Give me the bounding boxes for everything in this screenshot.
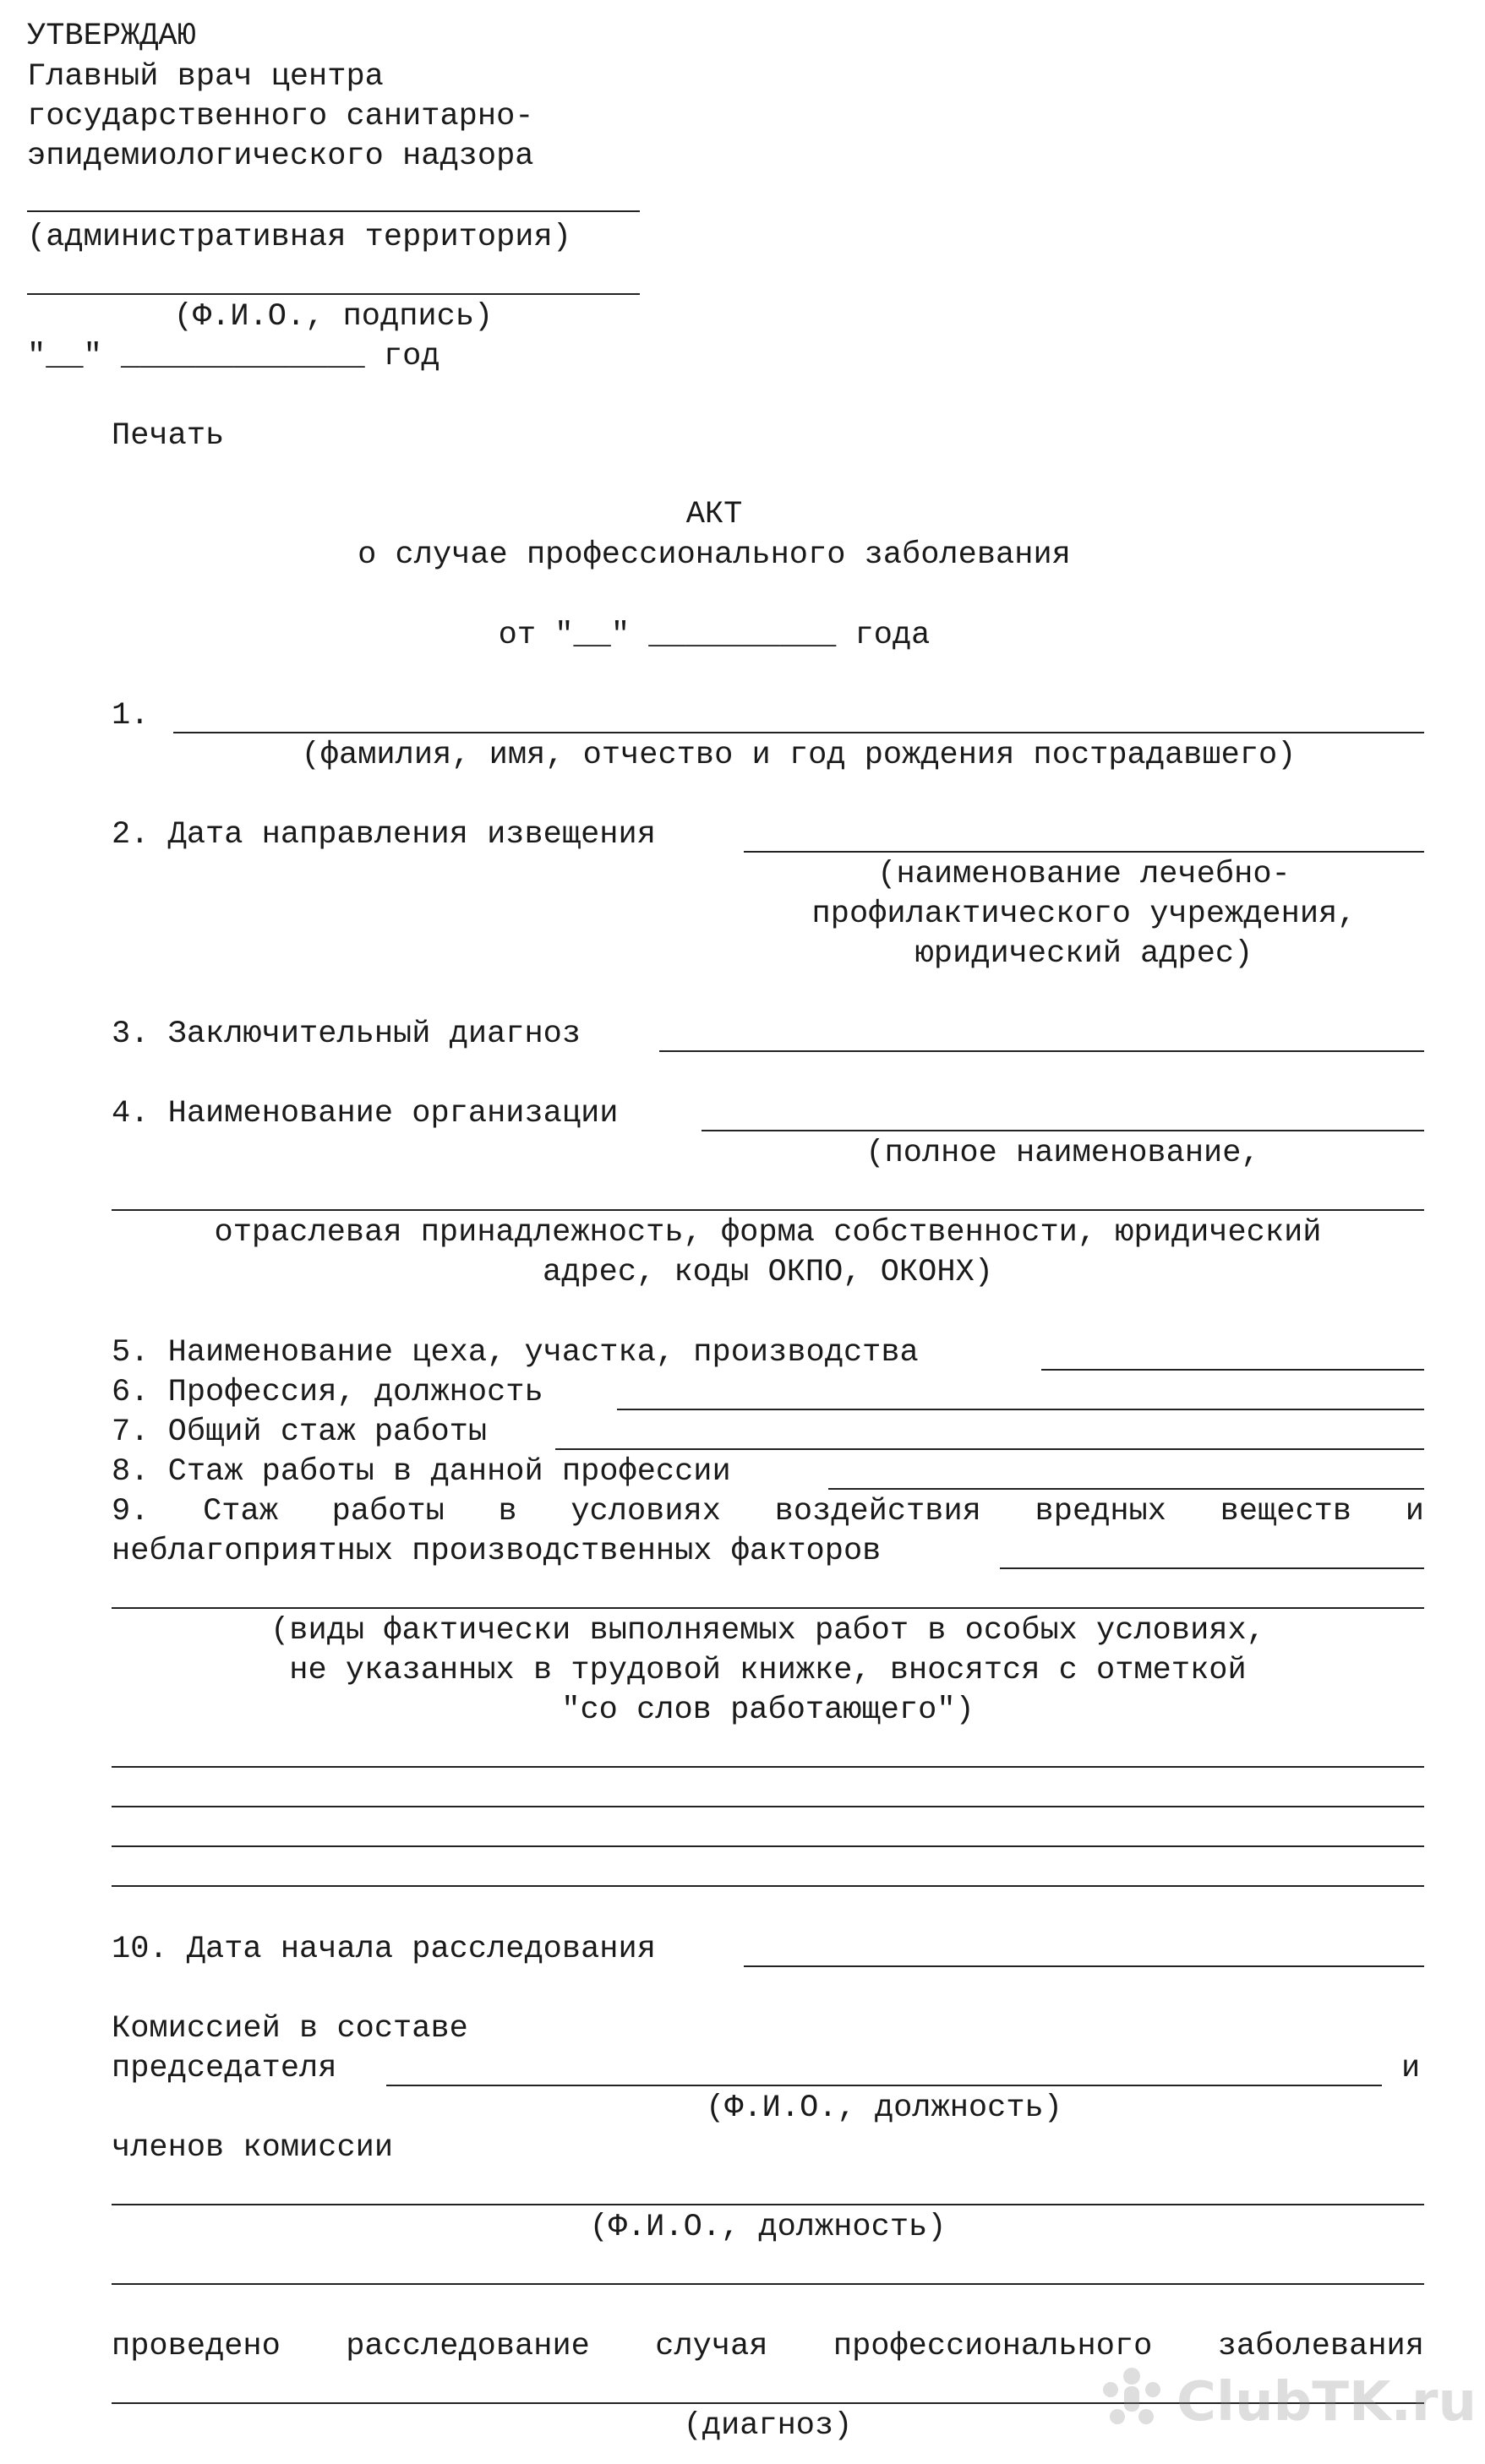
item-2-hint-line2: профилактического учреждения,	[811, 897, 1357, 932]
item-2-hint-line3: юридический адрес)	[914, 936, 1253, 972]
item-4-hint-line1: (полное наименование,	[865, 1136, 1260, 1171]
item-10-label: 10. Дата начала расследования	[112, 1932, 656, 1967]
victim-name-field[interactable]	[173, 732, 1424, 733]
item-4-hint-line3: адрес, коды ОКПО, ОКОНХ)	[543, 1255, 993, 1290]
item-9-hint-line3: "со слов работающего")	[561, 1693, 975, 1728]
investigation-result-line: проведено расследование случая профессионального заболевания	[112, 2329, 1424, 2364]
diagnosis-hint: (диагноз)	[683, 2408, 853, 2444]
chair-hint: (Ф.И.О., должность)	[706, 2091, 1062, 2126]
workshop-field[interactable]	[1041, 1369, 1424, 1371]
approver-title-line3: эпидемиологического надзора	[27, 139, 534, 174]
chair-field[interactable]	[386, 2085, 1382, 2086]
approval-date: "__" _____________ год	[27, 339, 440, 374]
profession-field[interactable]	[617, 1409, 1424, 1410]
act-title: АКТ	[685, 497, 743, 532]
work-types-line[interactable]	[112, 1607, 1424, 1609]
profession-experience-field[interactable]	[828, 1488, 1424, 1490]
blank-line[interactable]	[112, 1845, 1424, 1847]
final-diagnosis-field[interactable]	[659, 1050, 1424, 1052]
item-1-number: 1.	[112, 698, 150, 733]
item-4-label: 4. Наименование организации	[112, 1096, 619, 1131]
members-hint: (Ф.И.О., должность)	[589, 2210, 947, 2245]
item-3-label: 3. Заключительный диагноз	[112, 1017, 581, 1052]
signature-line[interactable]	[27, 293, 640, 295]
people-logo-icon	[1094, 2364, 1170, 2440]
commission-intro: Комиссией в составе	[112, 2011, 468, 2047]
organization-field-line2[interactable]	[112, 1209, 1424, 1211]
act-date: от "__" __________ года	[498, 618, 931, 653]
item-4-hint-line2: отраслевая принадлежность, форма собственности, юридический	[214, 1215, 1322, 1251]
item-9-label-line2: неблагоприятных производственных факторов	[112, 1534, 882, 1569]
watermark-text: ClubTK.ru	[1177, 2371, 1477, 2434]
item-9-hint-line1: (виды фактически выполняемых работ в особых условиях,	[270, 1613, 1265, 1649]
item-5-label: 5. Наименование цеха, участка, производства	[112, 1335, 919, 1371]
stamp-label: Печать	[112, 418, 225, 454]
organization-field[interactable]	[702, 1130, 1424, 1131]
approve-heading: УТВЕРЖДАЮ	[27, 19, 196, 54]
blank-line[interactable]	[112, 1766, 1424, 1768]
item-8-label: 8. Стаж работы в данной профессии	[112, 1454, 731, 1490]
and-word: и	[1401, 2051, 1421, 2086]
watermark	[1094, 2364, 1477, 2440]
investigation-start-field[interactable]	[744, 1965, 1424, 1967]
members-field-line2[interactable]	[112, 2283, 1424, 2285]
item-6-label: 6. Профессия, должность	[112, 1375, 543, 1410]
notice-date-field[interactable]	[744, 851, 1424, 853]
total-experience-field[interactable]	[555, 1448, 1424, 1450]
item-9-label-line1: 9. Стаж работы в условиях воздействия вредных веществ и	[112, 1494, 1424, 1529]
members-label: членов комиссии	[112, 2130, 394, 2166]
approver-title-line2: государственного санитарно-	[27, 99, 534, 134]
item-2-label: 2. Дата направления извещения	[112, 817, 656, 853]
item-9-hint-line2: не указанных в трудовой книжке, вносятся с отметкой	[289, 1653, 1247, 1688]
item-7-label: 7. Общий стаж работы	[112, 1415, 488, 1450]
hazard-experience-field[interactable]	[1000, 1567, 1424, 1569]
chair-label: председателя	[112, 2051, 337, 2086]
members-field[interactable]	[112, 2204, 1424, 2205]
blank-line[interactable]	[112, 1885, 1424, 1887]
approver-title-line1: Главный врач центра	[27, 59, 384, 95]
act-subtitle: о случае профессионального заболевания	[358, 537, 1071, 573]
item-1-hint: (фамилия, имя, отчество и год рождения пострадавшего)	[301, 738, 1297, 773]
signature-hint: (Ф.И.О., подпись)	[173, 299, 494, 335]
blank-line[interactable]	[112, 1806, 1424, 1807]
territory-hint: (административная территория)	[27, 220, 571, 255]
territory-line[interactable]	[27, 210, 640, 212]
item-2-hint-line1: (наименование лечебно-	[877, 857, 1291, 892]
